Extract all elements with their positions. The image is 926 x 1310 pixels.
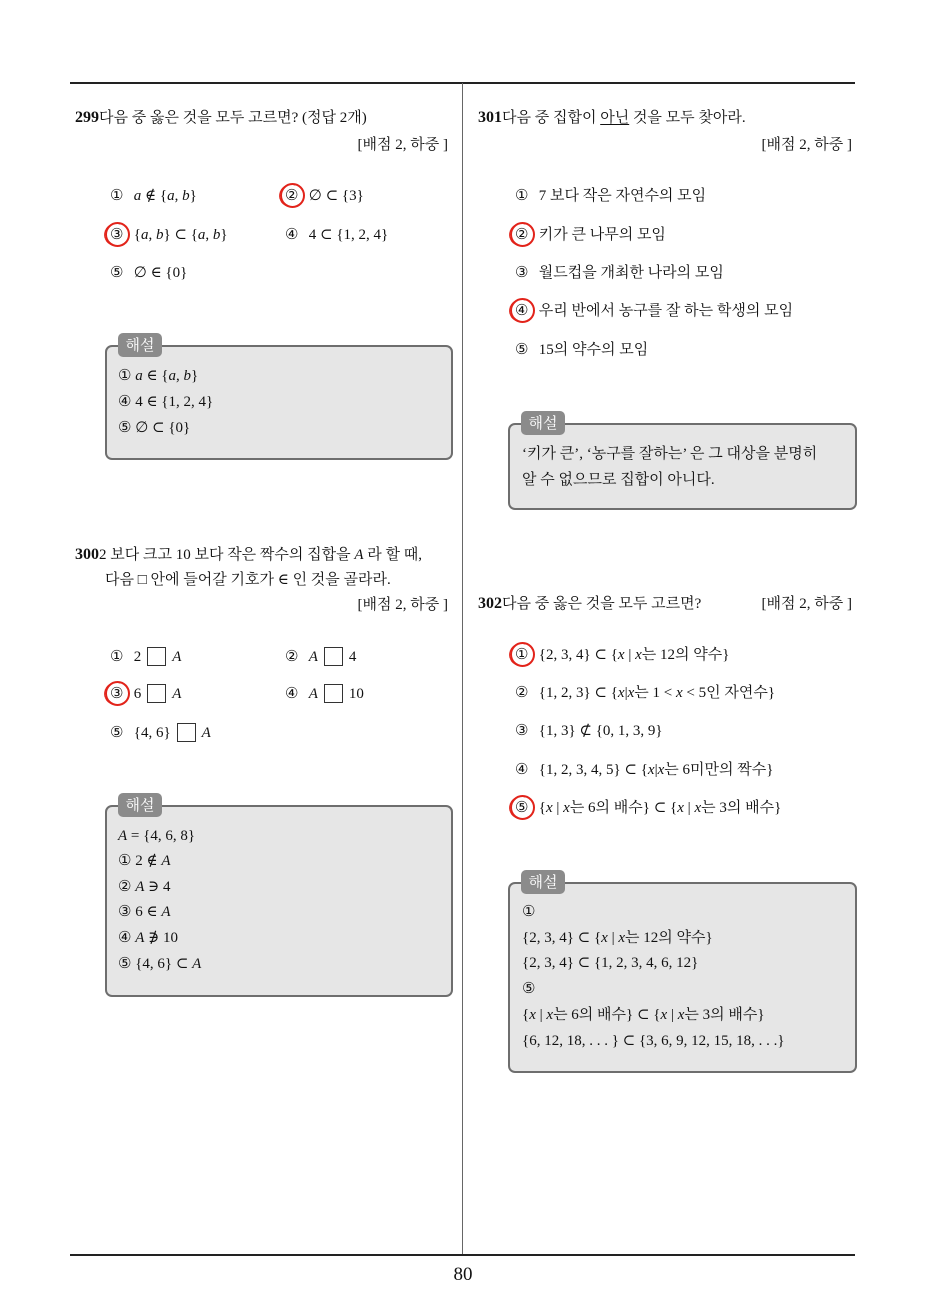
option-3 bbox=[110, 684, 181, 704]
math-variable: b bbox=[182, 188, 190, 204]
math-variable: A bbox=[161, 904, 171, 920]
option-text: {1, 2, 3, 4, 5} ⊂ {x|x는 6미만의 짝수} bbox=[538, 762, 774, 778]
problem-question-end: 것을 모두 찾아라. bbox=[629, 110, 746, 126]
option-2 bbox=[515, 683, 775, 703]
score-label: [배점 2, 하중 ] bbox=[761, 596, 852, 612]
option-3 bbox=[515, 721, 663, 741]
math-variable: x bbox=[677, 1007, 685, 1023]
problem-number: 301 bbox=[478, 109, 502, 126]
page-number: 80 bbox=[453, 1264, 473, 1285]
problem-question: 다음 중 옳은 것을 모두 고르면? bbox=[502, 596, 702, 612]
option-left-term: 2 bbox=[133, 649, 142, 665]
problem-question-line-2: 다음 □ 안에 들어갈 기호가 ∈ 인 것을 골라라. bbox=[105, 572, 391, 588]
option-1 bbox=[110, 186, 197, 206]
option-number: ④ bbox=[515, 303, 529, 319]
option-2 bbox=[515, 225, 666, 245]
option-number: ③ bbox=[110, 686, 124, 702]
math-variable: x bbox=[601, 930, 608, 946]
score-label: [배점 2, 하중 ] bbox=[357, 137, 448, 153]
option-number: ⑤ bbox=[110, 725, 124, 741]
option-number: ⑤ bbox=[515, 342, 529, 358]
math-variable: x bbox=[675, 685, 683, 701]
math-variable: a bbox=[168, 368, 177, 384]
math-variable: A bbox=[201, 725, 211, 741]
option-left-term: 6 bbox=[133, 686, 142, 702]
option-number: ③ bbox=[515, 265, 529, 281]
blank-box bbox=[147, 684, 166, 703]
solution-line: ④ 4 ∈ {1, 2, 4} bbox=[118, 394, 214, 410]
solution-line: ⑤ bbox=[522, 981, 536, 997]
math-variable: a bbox=[197, 227, 206, 243]
math-variable: A bbox=[308, 649, 318, 665]
solution-line: ① 2 ∉ A bbox=[118, 853, 171, 869]
option-text: {1, 2, 3} ⊂ {x|x는 1 < x < 5인 자연수} bbox=[538, 685, 776, 701]
math-variable: b bbox=[183, 368, 192, 384]
option-5 bbox=[110, 723, 211, 743]
blank-box bbox=[324, 647, 343, 666]
footer-rule bbox=[70, 1254, 855, 1256]
problem-header bbox=[75, 108, 367, 128]
math-variable: x bbox=[529, 1007, 536, 1023]
option-number: ② bbox=[285, 649, 299, 665]
column-divider bbox=[462, 83, 463, 1254]
option-4 bbox=[285, 684, 364, 704]
option-number: ② bbox=[515, 685, 529, 701]
option-2 bbox=[285, 647, 356, 667]
score-label: [배점 2, 하중 ] bbox=[357, 597, 448, 613]
math-variable: a bbox=[133, 188, 142, 204]
option-4 bbox=[515, 760, 773, 780]
problem-question-start: 다음 중 집합이 bbox=[502, 110, 601, 126]
math-variable: a bbox=[140, 227, 149, 243]
solution-line: ① a ∈ {a, b} bbox=[118, 368, 199, 384]
math-variable: x bbox=[617, 647, 625, 663]
option-number: ① bbox=[110, 649, 124, 665]
option-number: ④ bbox=[285, 227, 299, 243]
option-text: ∅ ∈ {0} bbox=[133, 265, 188, 281]
solution-line: ⑤ ∅ ⊂ {0} bbox=[118, 420, 191, 436]
math-variable: x bbox=[617, 685, 625, 701]
solution-box bbox=[508, 414, 857, 510]
option-number: ① bbox=[110, 188, 124, 204]
option-5 bbox=[110, 263, 187, 283]
option-left-term bbox=[309, 649, 318, 665]
option-4 bbox=[515, 301, 793, 321]
option-left-term: {4, 6} bbox=[133, 725, 171, 741]
option-text: 월드컵을 개최한 나라의 모임 bbox=[538, 265, 724, 281]
option-text: {a, b} ⊂ {a, b} bbox=[133, 227, 228, 243]
solution-line: ‘키가 큰’, ‘농구를 잘하는’ 은 그 대상을 분명히 bbox=[522, 446, 818, 462]
option-right-term: 10 bbox=[348, 686, 364, 702]
option-right-term bbox=[202, 725, 211, 741]
option-text: ∅ ⊂ {3} bbox=[308, 188, 364, 204]
option-text: 키가 큰 나무의 모임 bbox=[538, 227, 666, 243]
solution-line: {x | x는 6의 배수} ⊂ {x | x는 3의 배수} bbox=[522, 1007, 765, 1023]
option-number: ② bbox=[285, 188, 299, 204]
problem-header bbox=[478, 594, 701, 614]
math-variable: b bbox=[155, 227, 164, 243]
solution-tag: 해설 bbox=[521, 411, 565, 435]
option-number: ⑤ bbox=[515, 800, 529, 816]
solution-line: ⑤ {4, 6} ⊂ A bbox=[118, 956, 202, 972]
math-variable: x bbox=[545, 800, 553, 816]
option-text: 우리 반에서 농구를 잘 하는 학생의 모임 bbox=[538, 303, 794, 319]
math-variable: x bbox=[618, 930, 626, 946]
option-text: a ∉ {a, b} bbox=[133, 188, 197, 204]
solution-line: ① bbox=[522, 904, 536, 920]
solution-line: {6, 12, 18, . . . } ⊂ {3, 6, 9, 12, 15, 18, . . .} bbox=[522, 1033, 785, 1049]
math-variable: A bbox=[135, 930, 145, 946]
solution-box bbox=[105, 336, 453, 460]
math-variable: A bbox=[161, 853, 171, 869]
math-variable: x bbox=[635, 647, 642, 663]
solution-line: ② A ∋ 4 bbox=[118, 879, 171, 895]
option-number: ② bbox=[515, 227, 529, 243]
math-variable: x bbox=[647, 762, 655, 778]
solution-line: A = {4, 6, 8} bbox=[118, 828, 196, 844]
problem-number: 300 bbox=[75, 546, 99, 563]
problem-question-line-1: 2 보다 크고 10 보다 작은 짝수의 집합을 A 라 할 때, bbox=[99, 547, 423, 563]
math-variable: x bbox=[660, 1007, 668, 1023]
option-number: ③ bbox=[110, 227, 124, 243]
option-text: {1, 3} ⊄ {0, 1, 3, 9} bbox=[538, 723, 663, 739]
math-variable: A bbox=[354, 547, 364, 563]
math-variable: x bbox=[627, 685, 635, 701]
math-variable: x bbox=[694, 800, 702, 816]
option-number: ① bbox=[515, 188, 529, 204]
math-variable: x bbox=[546, 1007, 554, 1023]
option-2 bbox=[285, 186, 364, 206]
math-variable: A bbox=[192, 956, 202, 972]
option-3 bbox=[110, 225, 228, 245]
math-variable: A bbox=[172, 649, 182, 665]
solution-tag: 해설 bbox=[118, 333, 162, 357]
math-variable: a bbox=[135, 368, 143, 384]
problem-question: 다음 중 옳은 것을 모두 고르면? (정답 2개) bbox=[99, 110, 367, 126]
option-right-term bbox=[172, 649, 181, 665]
option-number: ① bbox=[515, 647, 529, 663]
option-text: 15의 약수의 모임 bbox=[538, 342, 649, 358]
option-3 bbox=[515, 263, 724, 283]
option-text: {2, 3, 4} ⊂ {x | x는 12의 약수} bbox=[538, 647, 730, 663]
solution-line: 알 수 없으므로 집합이 아니다. bbox=[522, 472, 715, 488]
option-number: ④ bbox=[285, 686, 299, 702]
option-number: ⑤ bbox=[110, 265, 124, 281]
solution-tag: 해설 bbox=[118, 793, 162, 817]
option-5 bbox=[515, 340, 648, 360]
math-variable: x bbox=[677, 800, 684, 816]
option-text: {x | x는 6의 배수} ⊂ {x | x는 3의 배수} bbox=[538, 800, 782, 816]
option-text: 4 ⊂ {1, 2, 4} bbox=[308, 227, 389, 243]
option-4 bbox=[285, 225, 388, 245]
problem-question-emphasis: 아닌 bbox=[600, 110, 630, 126]
solution-line: ④ A ∌ 10 bbox=[118, 930, 178, 946]
math-variable: A bbox=[172, 686, 182, 702]
math-variable: A bbox=[135, 879, 145, 895]
problem-number: 302 bbox=[478, 595, 502, 612]
math-variable: x bbox=[657, 762, 665, 778]
score-label: [배점 2, 하중 ] bbox=[761, 137, 852, 153]
option-text: 7 보다 작은 자연수의 모임 bbox=[538, 188, 707, 204]
problem-number: 299 bbox=[75, 109, 99, 126]
blank-box bbox=[147, 647, 166, 666]
blank-box bbox=[177, 723, 196, 742]
math-variable: b bbox=[212, 227, 221, 243]
option-number: ④ bbox=[515, 762, 529, 778]
math-variable: x bbox=[563, 800, 570, 816]
math-variable: a bbox=[167, 188, 175, 204]
option-left-term bbox=[309, 686, 318, 702]
option-5 bbox=[515, 798, 781, 818]
option-1 bbox=[515, 645, 729, 665]
math-variable: A bbox=[308, 686, 318, 702]
solution-box bbox=[105, 796, 453, 997]
solution-line: ③ 6 ∈ A bbox=[118, 904, 171, 920]
option-right-term: 4 bbox=[348, 649, 357, 665]
option-right-term bbox=[172, 686, 181, 702]
solution-line: {2, 3, 4} ⊂ {1, 2, 3, 4, 6, 12} bbox=[522, 955, 699, 971]
option-1 bbox=[515, 186, 706, 206]
option-number: ③ bbox=[515, 723, 529, 739]
problem-header bbox=[478, 108, 746, 128]
math-variable: A bbox=[118, 828, 128, 844]
solution-line: {2, 3, 4} ⊂ {x | x는 12의 약수} bbox=[522, 930, 713, 946]
option-1 bbox=[110, 647, 181, 667]
solution-tag: 해설 bbox=[521, 870, 565, 894]
blank-box bbox=[324, 684, 343, 703]
solution-box bbox=[508, 873, 857, 1073]
problem-header bbox=[75, 545, 422, 565]
